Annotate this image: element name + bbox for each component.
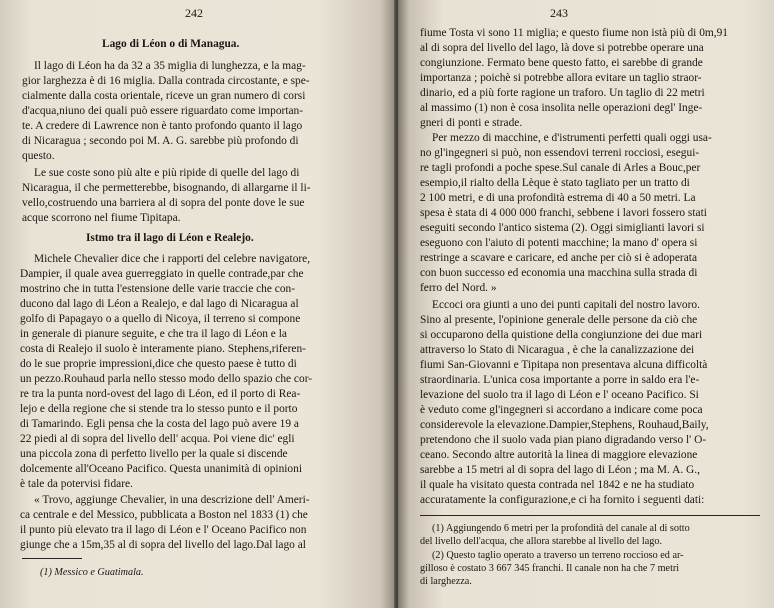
text-line: è veduto come gl'ingegneri si accordano a indicare come poca [420,404,703,416]
text-line: do le sue proprie impressioni,dice che questo paese è tutto di [20,358,297,370]
text-line: restringe a scavare e caricare, ed anche per ciò si è adoperata [420,252,697,264]
text-line: considerevole la elevazione.Dampier,Stephens, Rouhaud,Baily, [420,419,709,431]
text-line: esempio,il rialto della Lèque è stato tagliato per un tratto di [420,177,690,189]
text-line: fiumi San-Giovanni e Tipitapa non presentava alcuna difficoltà [420,359,708,371]
page-number: 243 [550,6,568,20]
text-line: « Trovo, aggiunge Chevalier, in una descrizione dell' Ameri- [34,494,310,506]
text-line: straordinaria. L'unica cosa importante a porre in saldo era l'e- [420,374,700,386]
footnote-rule [420,515,760,516]
text-line: d'acqua,niuno dei quali può essere riguardato come importan- [22,105,304,117]
footnote: gilloso è costato 3 667 345 franchi. Il canale non ha che 7 metri [420,563,680,574]
section-heading: Lago di Léon o di Managua. [102,38,240,50]
text-line: ferro del Nord. » [420,282,497,294]
text-line: dinario, ed a più forte ragione un traforo. Un taglio di 22 metri [420,87,705,99]
text-line: ducono dal lago di Léon a Realejo, e dal lago di Nicaragua al [20,298,299,310]
text-line: Michele Chevalier dice che i rapporti del celebre navigatore, [34,253,311,265]
text-line: Il lago di Léon ha da 32 a 35 miglia di lunghezza, e la mag- [34,60,306,72]
text-line: levazione del suolo tra il lago di Léon e l' oceano Pacifico. Si [420,389,699,401]
text-line: golfo di Papagayo o a quello di Nicoya, il terreno si compone [20,313,301,325]
text-line: il punto più elevato tra il lago di Léon e l' Oceano Pacifico non [20,524,307,536]
text-line: Nicaragua, il che permetterebbe, bisognando, di allargarne il li- [22,182,311,194]
text-line: sarebbe a 15 metri al di sopra del lago di Léon ; ma M. A. G., [420,464,700,476]
text-line: cialmente dalla costa orientale, riceve un gran numero di corsi [22,90,306,102]
text-line: al di sopra del livello del lago, là dove si potrebbe operare una [420,42,704,54]
footnote: (1) Aggiungendo 6 metri per la profondità del canale al di sotto [432,523,690,534]
text-line: di Tamarindo. Egli pensa che la costa del lago può avere 19 a [20,418,299,430]
footnote: di larghezza. [420,576,472,587]
text-line: te. A credere di Lawrence non è tanto profondo quanto il lago [22,120,303,132]
text-line: spesa è stata di 4 000 000 franchi, sebbene i lavori fossero stati [420,207,707,219]
text-line: no gl'ingegneri si può, non essendovi terreni rocciosi, esegui- [420,147,700,159]
footnote: del livello dell'acqua, che allora starebbe al livello del lago. [420,536,662,547]
text-line: 2 100 metri, e di una profondità estrema di 40 a 50 metri. La [420,192,696,204]
text-line: dolcemente all'Oceano Pacifico. Questa unanimità di opinioni [20,463,302,475]
text-line: in generale di pianure seguite, e che tra il lago di Léon e la [20,328,287,340]
text-line: pretendono che il suolo vada pian piano digradando verso l' O- [420,434,707,446]
text-line: eseguono con l'aiuto di potenti macchine; la mano d' opera si [420,237,698,249]
text-line: Per mezzo di macchine, e d'istrumenti perfetti quali oggi usa- [432,132,712,144]
text-line: attraverso lo Stato di Nicaragua , è che la canalizzazione dei [420,344,695,356]
text-line: accuratamente la configurazione,e ci ha fornito i seguenti dati: [420,494,705,506]
text-line: acque scorrono nel fiume Tipitapa. [22,212,181,224]
text-line: Dampier, il quale avea guerreggiato in quelle contrade,par che [20,268,304,280]
text-line: gior larghezza è di 16 miglia. Dalla contrada circostante, e spe- [22,75,310,87]
text-line: importanza ; poichè si potrebbe allora evitare un taglio straor- [420,72,702,84]
text-line: re tra la punta nord-ovest del lago di Léon, ed il porto di Rea- [20,388,301,400]
text-line: il quale ha visitato questa contrada nel 1842 e ne ha studiato [420,479,695,491]
text-line: mostrino che in tutta l'estensione delle varie traccie che con- [20,283,295,295]
text-line: congiunzione. Fermato bene questo fatto, ei sarebbe di grande [420,57,703,69]
text-line: si occuparono della quistione della congiunzione dei due mari [420,329,703,341]
text-line: con buon successo ed economia una macchina sulla strada di [420,267,698,279]
text-line: re tagli profondi a poche spese.Sul canale di Arles a Bouc,per [420,162,701,174]
text-line: vello,costruendo una barriera al di sopra del ponte dove le sue [22,197,305,209]
text-line: giunge che a 15m,35 al di sopra del livello del lago.Dal lago al [20,539,306,551]
text-line: fiume Tosta vi sono 11 miglia; e questo fiume non istà più di 0m,91 [420,27,728,39]
footnote: (1) Messico e Guatimala. [40,567,144,578]
text-line: ca centrale e del Messico, pubblicata a Boston nel 1833 (1) che [20,509,308,521]
section-heading: Istmo tra il lago di Léon e Realejo. [86,232,254,244]
text-line: un pezzo.Rouhaud parla nello stesso modo dello spazio che cor- [20,373,313,385]
text-line: di Nicaragua ; secondo poi M. A. G. sarebbe più profondo di [22,135,299,147]
text-line: Eccoci ora giunti a uno dei punti capitali del nostro lavoro. [432,299,700,311]
text-line: gneri di ponti e strade. [420,117,523,129]
footnote: (2) Questo taglio operato a traverso un terreno roccioso ed ar- [432,550,684,561]
text-line: questo. [22,150,55,162]
text-line: al massimo (1) non è cosa insolita nelle operazioni degl' Inge- [420,102,703,114]
text-line: eseguiti secondo l'antico sistema (2). Oggi simiglianti lavori si [420,222,705,234]
text-line: Le sue coste sono più alte e più ripide di quelle del lago di [34,167,300,179]
text-line: Sino al presente, l'opinione generale delle persone da ciò che [420,314,698,326]
text-line: costa di Realejo il suolo è interamente piano. Stephens,riferen- [20,343,306,355]
text-line: ceano. Secondo altre autorità la linea di maggiore elevazione [420,449,698,461]
footnote-rule [22,558,82,559]
page-number: 242 [185,6,203,20]
text-line: lejo e della regione che si stende tra lo stesso punto e il porto [20,403,298,415]
right-page [398,0,774,608]
text-line: è tale da potervisi fidare. [20,478,133,490]
text-line: 22 piedi al di sopra del livello dell' acqua. Poi viene dic' egli [20,433,295,445]
text-line: una piccola zona di perfetto livello per la quale si discende [20,448,288,460]
